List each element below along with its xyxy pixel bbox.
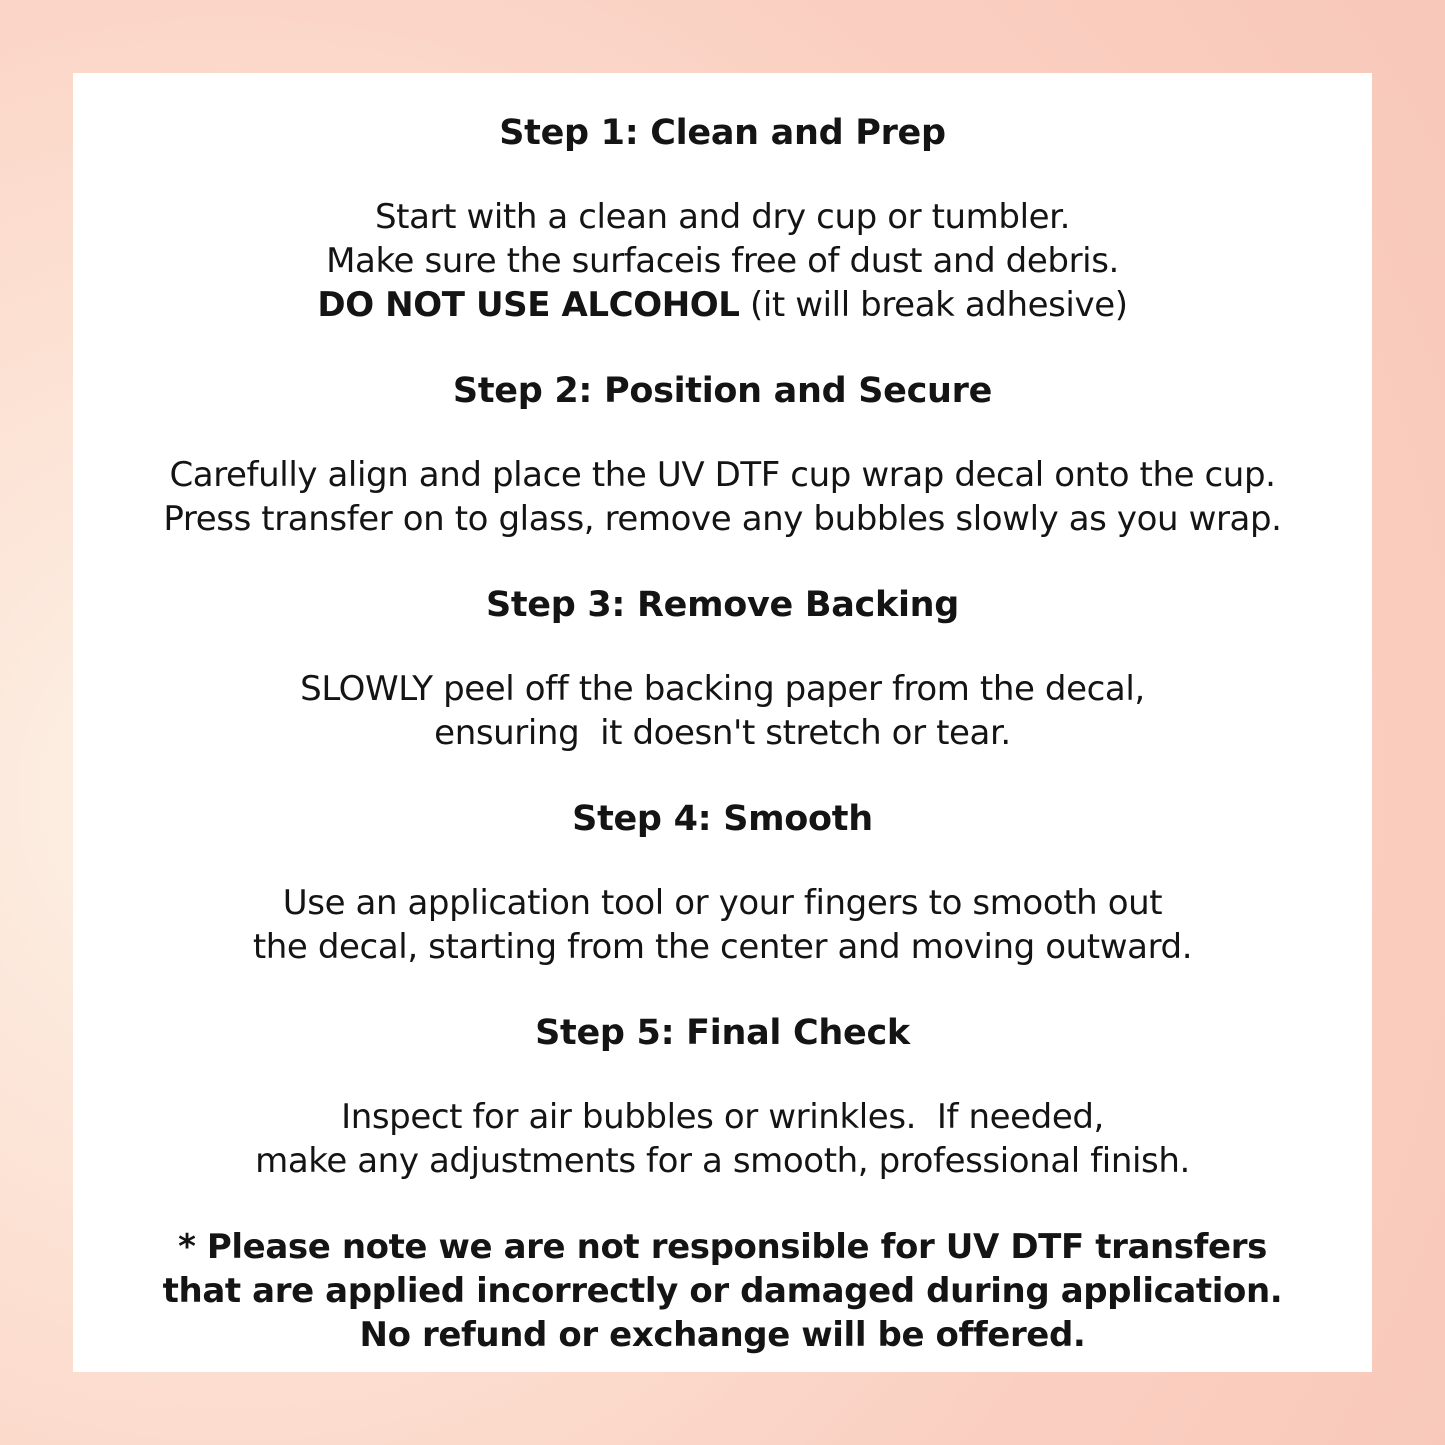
step-2-heading: Step 2: Position and Secure [452,371,993,411]
step-5-line-1: Inspect for air bubbles or wrinkles. If needed, [341,1097,1104,1137]
alcohol-warning-text: DO NOT USE ALCOHOL [317,285,740,325]
step-4-line-2: the decal, starting from the center and moving outward. [252,927,1193,967]
step-1-heading: Step 1: Clean and Prep [499,113,946,153]
step-3-heading: Step 3: Remove Backing [485,585,960,625]
instruction-card [73,73,1372,1372]
step-1-line-3 [91,283,1354,327]
step-2-line-2: Press transfer on to glass, remove any bubbles slowly as you wrap. [163,499,1282,539]
step-1-line-2: Make sure the surfaceis free of dust and debris. [326,241,1119,281]
step-3-line-2: ensuring it doesn't stretch or tear. [434,713,1011,753]
step-2-section [91,369,1354,541]
disclaimer-line-1: * Please note we are not responsible for UV DTF transfers [178,1227,1267,1267]
step-5-line-2: make any adjustments for a smooth, professional finish. [255,1141,1190,1181]
step-2-line-1: Carefully align and place the UV DTF cup wrap decal onto the cup. [169,455,1276,495]
step-3-section [91,583,1354,755]
alcohol-warning-note: (it will break adhesive) [739,285,1128,325]
disclaimer-line-2: that are applied incorrectly or damaged during application. [162,1271,1283,1311]
step-1-line-1: Start with a clean and dry cup or tumbler. [375,197,1070,237]
step-1-section [91,111,1354,327]
disclaimer-line-3: No refund or exchange will be offered. [359,1315,1086,1355]
step-4-line-1: Use an application tool or your fingers to smooth out [282,883,1163,923]
step-4-heading: Step 4: Smooth [572,799,873,839]
step-4-section [91,797,1354,969]
disclaimer-section [91,1225,1354,1357]
step-5-section [91,1011,1354,1183]
step-5-heading: Step 5: Final Check [535,1013,910,1053]
step-3-line-1: SLOWLY peel off the backing paper from the decal, [300,669,1145,709]
